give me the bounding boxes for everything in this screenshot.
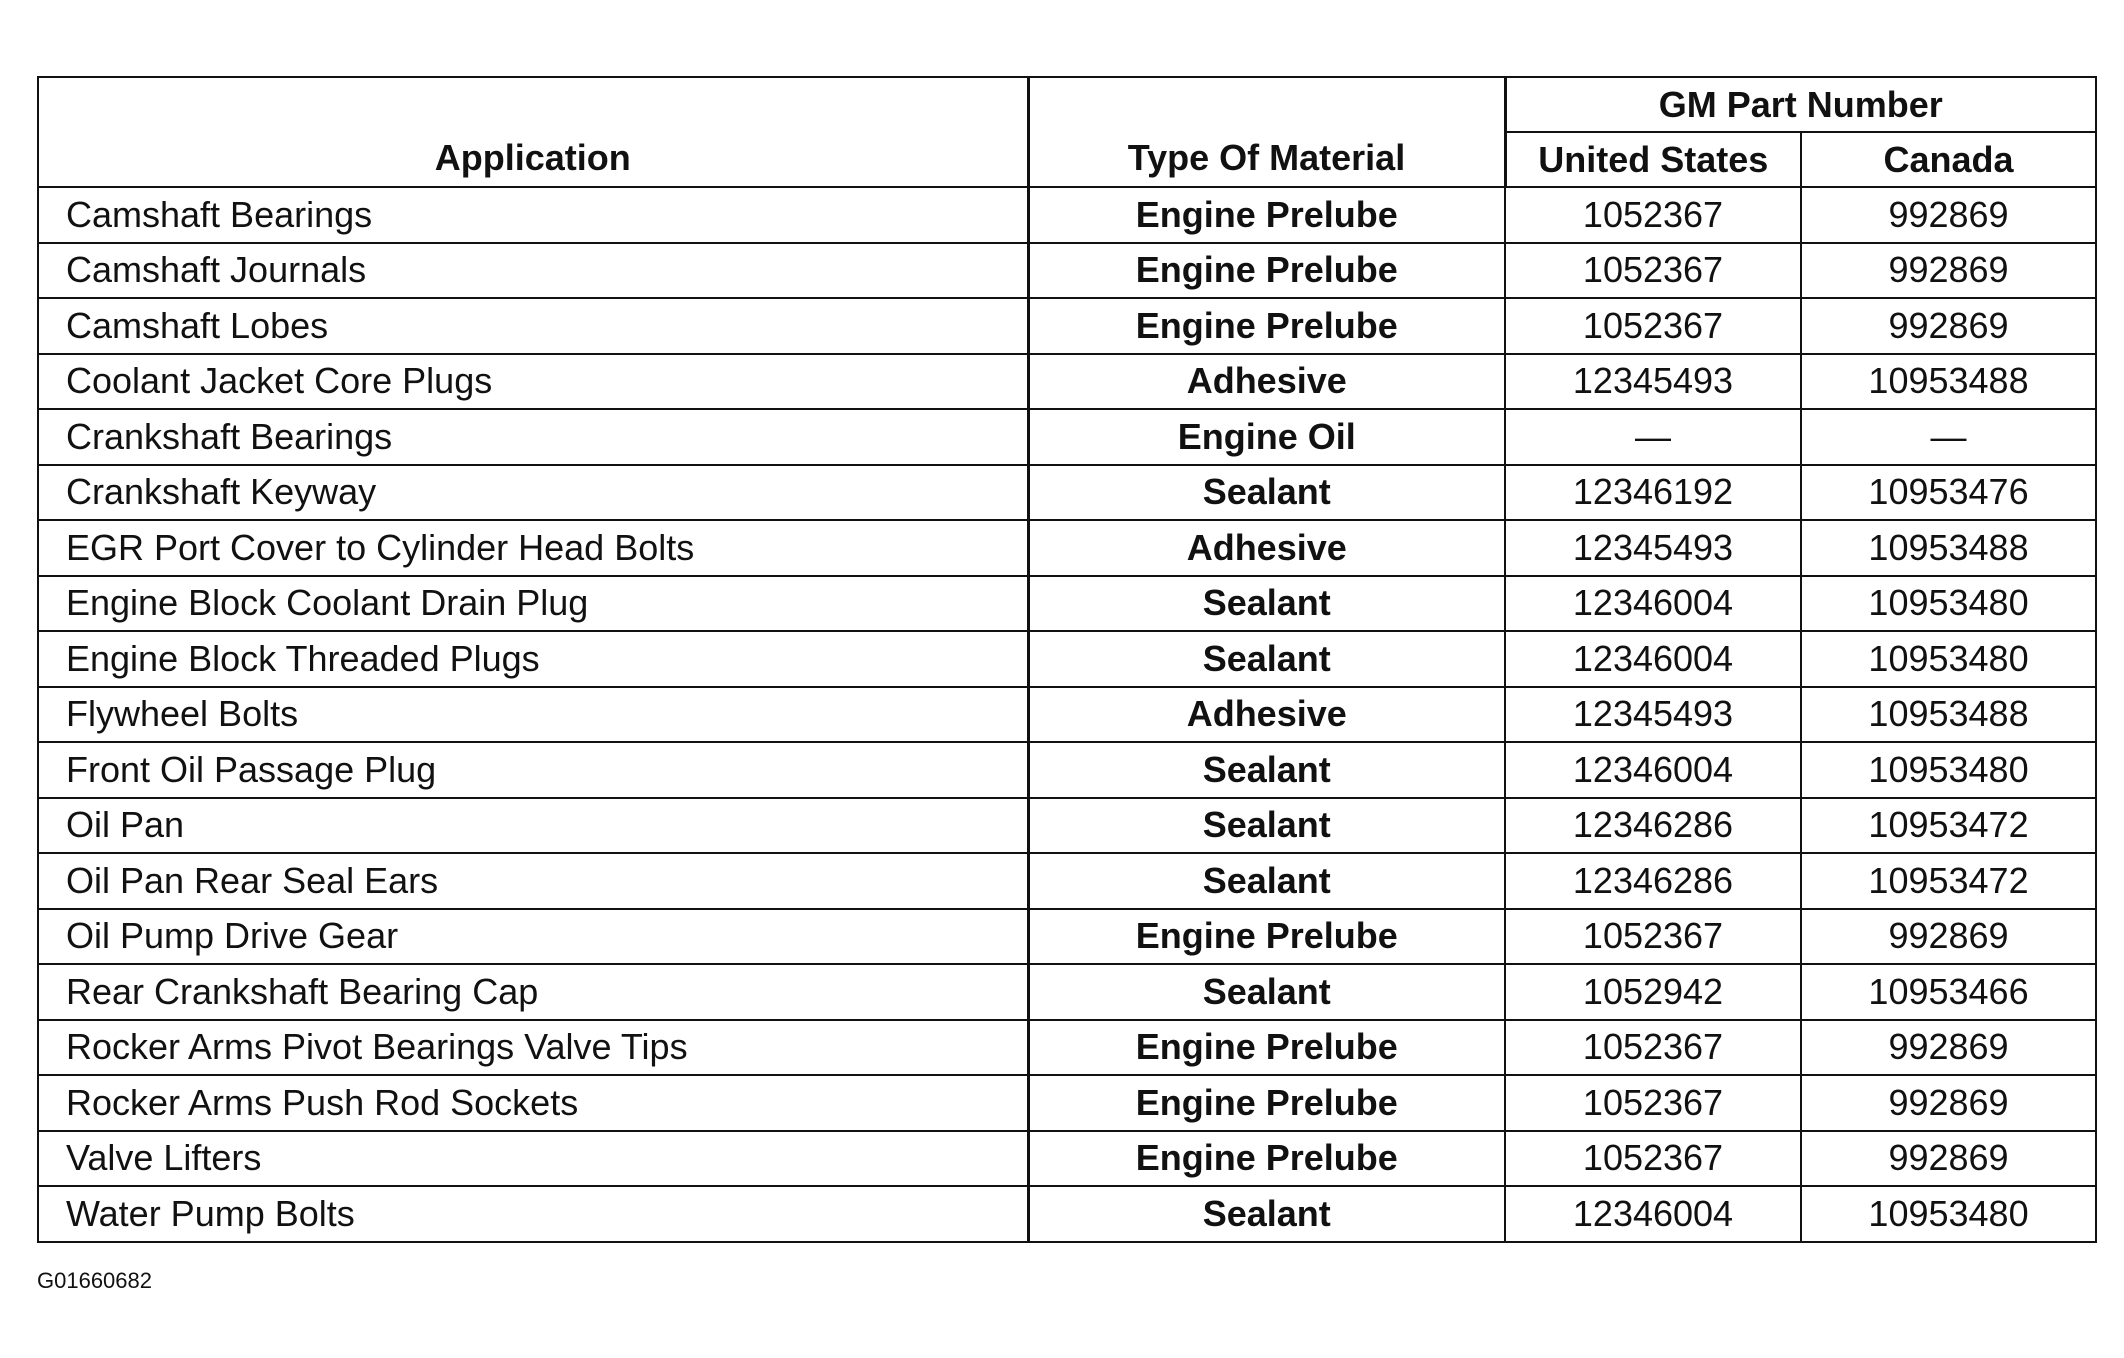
application-cell: EGR Port Cover to Cylinder Head Bolts (38, 520, 1028, 576)
application-cell: Coolant Jacket Core Plugs (38, 354, 1028, 410)
table-row (38, 1075, 2096, 1131)
table-row (38, 520, 2096, 576)
material-cell: Engine Prelube (1028, 298, 1505, 354)
application-cell: Oil Pump Drive Gear (38, 909, 1028, 965)
table-row (38, 243, 2096, 299)
canada-part-number-cell: 10953488 (1801, 520, 2096, 576)
material-cell: Sealant (1028, 631, 1505, 687)
material-cell: Engine Prelube (1028, 187, 1505, 243)
table-row (38, 1186, 2096, 1242)
material-cell: Sealant (1028, 964, 1505, 1020)
us-part-number-cell: 12346004 (1505, 576, 1801, 632)
canada-part-number-cell: — (1801, 409, 2096, 465)
table-row (38, 465, 2096, 521)
canada-part-number-cell: 10953480 (1801, 742, 2096, 798)
material-cell: Sealant (1028, 1186, 1505, 1242)
canada-part-number-cell: 10953488 (1801, 354, 2096, 410)
us-part-number-cell: 12345493 (1505, 354, 1801, 410)
material-cell: Engine Prelube (1028, 243, 1505, 299)
canada-part-number-cell: 10953476 (1801, 465, 2096, 521)
header-type-of-material: Type Of Material (1028, 77, 1505, 187)
material-cell: Sealant (1028, 742, 1505, 798)
material-cell: Engine Prelube (1028, 1131, 1505, 1187)
application-cell: Flywheel Bolts (38, 687, 1028, 743)
us-part-number-cell: 12346004 (1505, 1186, 1801, 1242)
us-part-number-cell: 1052367 (1505, 1131, 1801, 1187)
application-cell: Camshaft Bearings (38, 187, 1028, 243)
us-part-number-cell: 1052367 (1505, 1020, 1801, 1076)
us-part-number-cell: 12346004 (1505, 742, 1801, 798)
application-cell: Camshaft Lobes (38, 298, 1028, 354)
canada-part-number-cell: 10953480 (1801, 576, 2096, 632)
canada-part-number-cell: 992869 (1801, 1131, 2096, 1187)
table-row (38, 409, 2096, 465)
canada-part-number-cell: 992869 (1801, 1020, 2096, 1076)
canada-part-number-cell: 10953480 (1801, 631, 2096, 687)
header-gm-part-number: GM Part Number (1505, 77, 2096, 132)
material-cell: Sealant (1028, 853, 1505, 909)
canada-part-number-cell: 10953472 (1801, 853, 2096, 909)
material-cell: Sealant (1028, 798, 1505, 854)
table-row (38, 909, 2096, 965)
canada-part-number-cell: 10953472 (1801, 798, 2096, 854)
table-row (38, 187, 2096, 243)
table-row (38, 631, 2096, 687)
application-cell: Engine Block Threaded Plugs (38, 631, 1028, 687)
canada-part-number-cell: 992869 (1801, 187, 2096, 243)
table-row (38, 1020, 2096, 1076)
material-cell: Engine Prelube (1028, 1075, 1505, 1131)
us-part-number-cell: 12345493 (1505, 687, 1801, 743)
application-cell: Rear Crankshaft Bearing Cap (38, 964, 1028, 1020)
table-row (38, 576, 2096, 632)
application-cell: Engine Block Coolant Drain Plug (38, 576, 1028, 632)
canada-part-number-cell: 992869 (1801, 1075, 2096, 1131)
canada-part-number-cell: 992869 (1801, 243, 2096, 299)
material-cell: Sealant (1028, 465, 1505, 521)
material-cell: Engine Prelube (1028, 909, 1505, 965)
us-part-number-cell: 1052367 (1505, 909, 1801, 965)
canada-part-number-cell: 10953488 (1801, 687, 2096, 743)
table-row (38, 354, 2096, 410)
table-row (38, 853, 2096, 909)
table-row (38, 964, 2096, 1020)
material-cell: Engine Oil (1028, 409, 1505, 465)
us-part-number-cell: 12346192 (1505, 465, 1801, 521)
table-row (38, 798, 2096, 854)
material-cell: Sealant (1028, 576, 1505, 632)
us-part-number-cell: 1052367 (1505, 243, 1801, 299)
us-part-number-cell: 12345493 (1505, 520, 1801, 576)
canada-part-number-cell: 992869 (1801, 909, 2096, 965)
canada-part-number-cell: 10953480 (1801, 1186, 2096, 1242)
application-cell: Oil Pan Rear Seal Ears (38, 853, 1028, 909)
us-part-number-cell: 1052367 (1505, 298, 1801, 354)
canada-part-number-cell: 992869 (1801, 298, 2096, 354)
table-body (38, 187, 2096, 1242)
header-canada: Canada (1801, 132, 2096, 187)
figure-id: G01660682 (37, 1268, 152, 1293)
us-part-number-cell: 1052367 (1505, 1075, 1801, 1131)
us-part-number-cell: — (1505, 409, 1801, 465)
us-part-number-cell: 12346286 (1505, 798, 1801, 854)
application-cell: Rocker Arms Push Rod Sockets (38, 1075, 1028, 1131)
header-application: Application (38, 77, 1028, 187)
canada-part-number-cell: 10953466 (1801, 964, 2096, 1020)
material-cell: Adhesive (1028, 520, 1505, 576)
application-cell: Oil Pan (38, 798, 1028, 854)
table-row (38, 1131, 2096, 1187)
header-united-states: United States (1505, 132, 1801, 187)
table-row (38, 298, 2096, 354)
sealant-lubricant-table (37, 76, 2097, 1243)
application-cell: Crankshaft Keyway (38, 465, 1028, 521)
us-part-number-cell: 1052367 (1505, 187, 1801, 243)
table-row (38, 742, 2096, 798)
us-part-number-cell: 12346004 (1505, 631, 1801, 687)
application-cell: Valve Lifters (38, 1131, 1028, 1187)
us-part-number-cell: 1052942 (1505, 964, 1801, 1020)
material-cell: Engine Prelube (1028, 1020, 1505, 1076)
application-cell: Crankshaft Bearings (38, 409, 1028, 465)
us-part-number-cell: 12346286 (1505, 853, 1801, 909)
application-cell: Water Pump Bolts (38, 1186, 1028, 1242)
application-cell: Front Oil Passage Plug (38, 742, 1028, 798)
application-cell: Camshaft Journals (38, 243, 1028, 299)
table-row (38, 687, 2096, 743)
application-cell: Rocker Arms Pivot Bearings Valve Tips (38, 1020, 1028, 1076)
material-cell: Adhesive (1028, 354, 1505, 410)
material-cell: Adhesive (1028, 687, 1505, 743)
